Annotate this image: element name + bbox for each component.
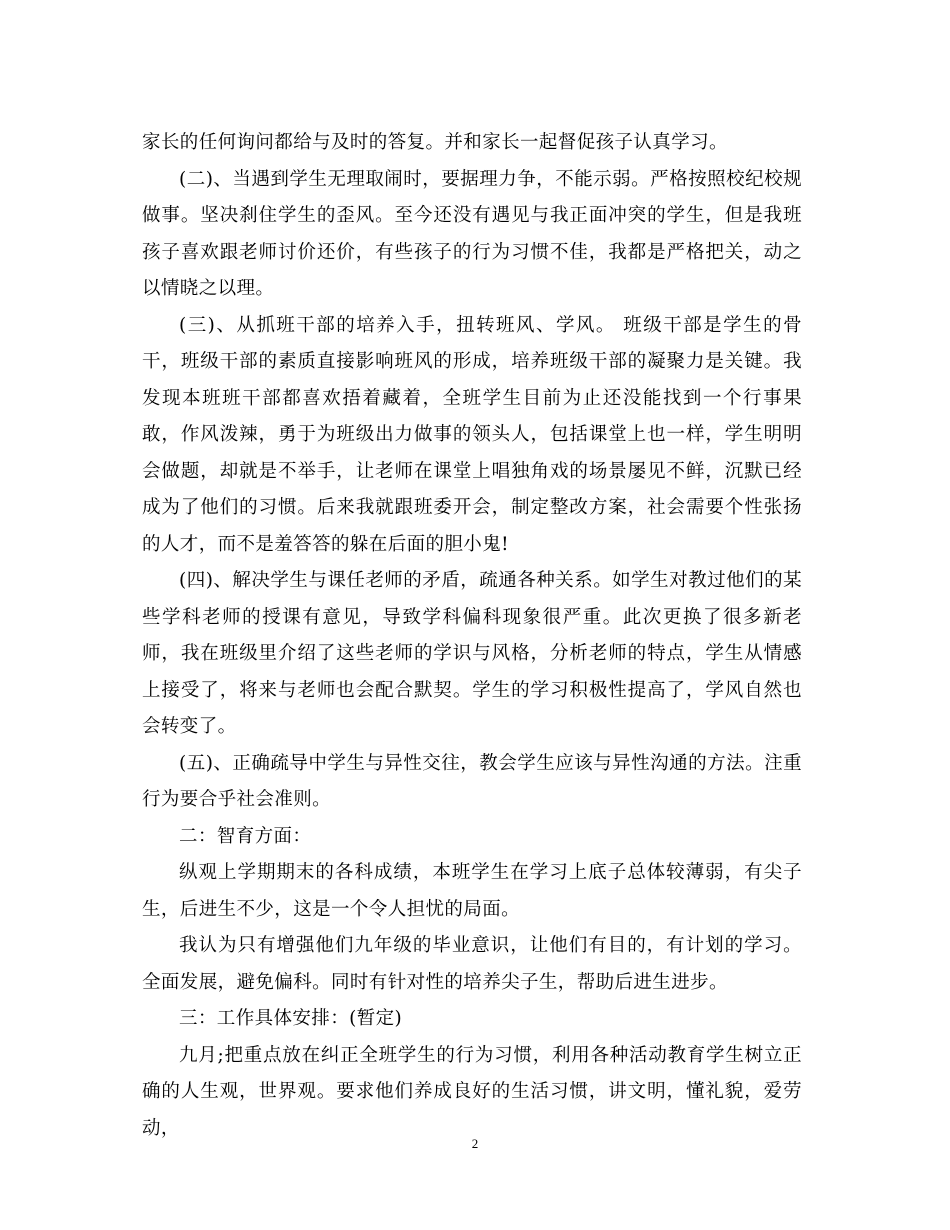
section-heading-schedule: 三：工作具体安排：(暂定) [179,1008,403,1029]
paragraph-opposite-sex: (五)、正确疏导中学生与异性交往，教会学生应该与异性沟通的方法。注重行为要合乎社会准则。 [142,752,802,810]
paragraph-parent-contact: 家长的任何询问都给与及时的答复。并和家长一起督促孩子认真学习。 [142,132,728,153]
paragraph-teacher-relations: (四)、解决学生与课任老师的矛盾，疏通各种关系。如学生对教过他们的某些学科老师的授课有意见，导致学科偏科现象很严重。此次更换了很多新老师，我在班级里介绍了这些老师的学识与风格，分析老师的特点，学生从情感上接受了，将来与老师也会配合默契。学生的学习积极性提高了，学风自然也会转变了。 [142,570,802,737]
paragraph-discipline: (二)、当遇到学生无理取闹时，要据理力争，不能示弱。严格按照校纪校规做事。坚决刹住学生的歪风。至今还没有遇见与我正面冲突的学生，但是我班孩子喜欢跟老师讨价还价，有些孩子的行为习惯不佳，我都是严格把关，动之以情晓之以理。 [142,168,802,299]
paragraph-september: 九月;把重点放在纠正全班学生的行为习惯，利用各种活动教育学生树立正确的人生观，世界观。要求他们养成良好的生活习惯，讲文明，懂礼貌，爱劳动， [142,1044,802,1139]
section-heading-intellectual: 二：智育方面： [179,825,312,847]
paragraph-grades-overview: 纵观上学期期末的各科成绩，本班学生在学习上底子总体较薄弱，有尖子生，后进生不少，这是一个令人担忧的局面。 [142,862,802,920]
paragraph-class-cadres: (三)、从抓班干部的培养入手，扭转班风、学风。 班级干部是学生的骨干，班级干部的素质直接影响班风的形成，培养班级干部的凝聚力是关键。我发现本班班干部都喜欢捂着藏着，全班学生目前为止还没能找到一个行事果敢，作风泼辣，勇于为班级出力做事的领头人，包括课堂上也一样，学生明明会做题，却就是不举手，让老师在课堂上唱独角戏的场景屡见不鲜，沉默已经成为了他们的习惯。后来我就跟班委开会，制定整改方案，社会需要个性张扬的人才，而不是羞答答的躲在后面的胆小鬼! [142,314,802,555]
document-body [142,125,802,1147]
paragraph-graduation-awareness: 我认为只有增强他们九年级的毕业意识，让他们有目的，有计划的学习。全面发展，避免偏科。同时有针对性的培养尖子生，帮助后进生进步。 [142,935,802,993]
page-number: 2 [471,1136,479,1151]
